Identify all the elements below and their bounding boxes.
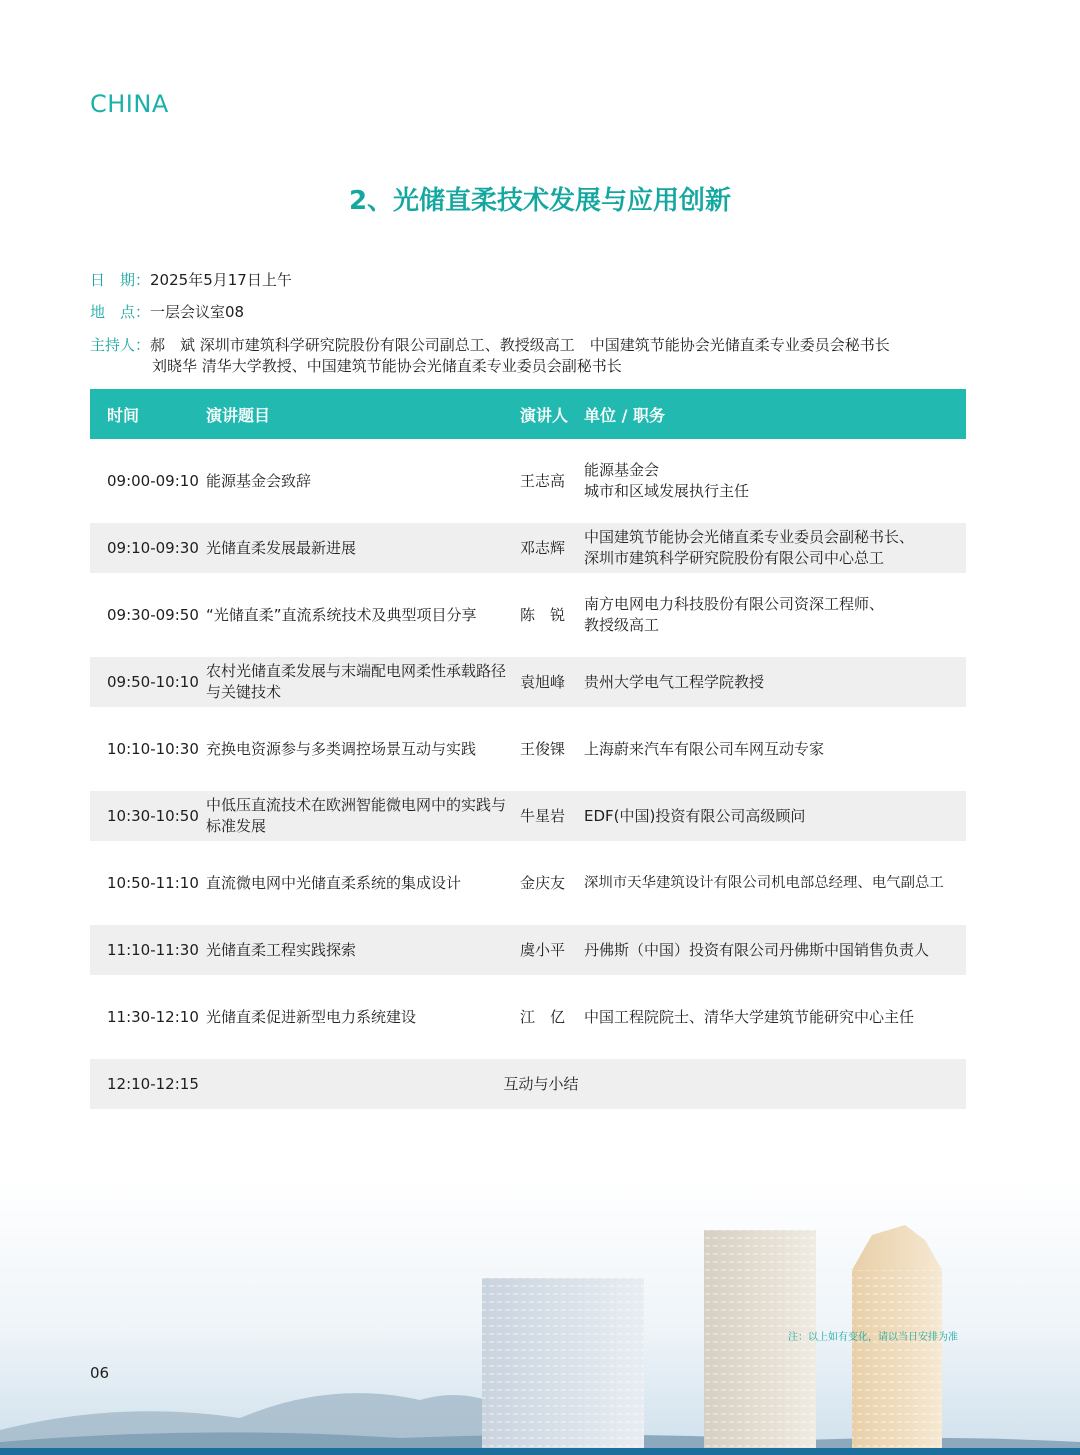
row-speaker: 王俊锞	[520, 739, 566, 758]
location-row	[90, 302, 244, 322]
date-label: 日 期：	[90, 271, 151, 289]
row-org-line: 中国建筑节能协会光储直柔专业委员会副秘书长、	[584, 528, 915, 546]
row-speaker: 虞小平	[520, 925, 584, 975]
footer-note: 注：以上如有变化，请以当日安排为准	[788, 1332, 958, 1343]
row-org	[584, 590, 966, 640]
row-org-line: 南方电网电力科技股份有限公司资深工程师、	[584, 595, 885, 613]
row-org: 深圳市天华建筑设计有限公司机电部总经理、电气副总工	[584, 874, 944, 891]
row-topic: 中低压直流技术在欧洲智能微电网中的实践与标准发展	[206, 791, 520, 841]
table-header-row	[90, 389, 966, 439]
row-topic: 光储直柔发展最新进展	[206, 523, 520, 573]
table-row	[90, 657, 966, 707]
location-value: 一层会议室08	[150, 303, 245, 321]
header-topic: 演讲题目	[206, 389, 520, 439]
row-org: EDF(中国)投资有限公司高级顾问	[584, 791, 966, 841]
brand-label: CHINA	[90, 90, 169, 118]
row-time: 09:50-10:10	[90, 657, 206, 707]
row-time: 09:30-09:50	[107, 605, 199, 624]
row-time: 09:10-09:30	[90, 523, 206, 573]
row-speaker: 王志高	[520, 471, 566, 490]
row-speaker: 邓志辉	[520, 523, 584, 573]
row-speaker: 江 亿	[520, 1007, 566, 1026]
row-org-line: 教授级高工	[584, 616, 660, 634]
row-time: 09:00-09:10	[107, 471, 199, 490]
table-row	[90, 925, 966, 975]
table-row	[90, 992, 966, 1042]
table-row	[90, 456, 966, 506]
row-org	[584, 523, 966, 573]
header-org: 单位 / 职务	[584, 389, 966, 439]
location-label: 地 点：	[90, 303, 151, 321]
row-org: 丹佛斯（中国）投资有限公司丹佛斯中国销售负责人	[584, 925, 966, 975]
table-row	[90, 858, 966, 908]
host-row	[90, 335, 890, 355]
table-row-summary	[90, 1059, 966, 1109]
table-row	[90, 523, 966, 573]
row-time: 10:30-10:50	[90, 791, 206, 841]
row-topic: 光储直柔促进新型电力系统建设	[206, 1007, 417, 1026]
row-topic: 直流微电网中光储直柔系统的集成设计	[206, 873, 462, 892]
row-topic: “光储直柔”直流系统技术及典型项目分享	[206, 605, 477, 624]
header-speaker: 演讲人	[520, 389, 584, 439]
row-org	[584, 456, 966, 506]
row-topic: 充换电资源参与多类调控场景互动与实践	[206, 739, 477, 758]
section-title: 2、光储直柔技术发展与应用创新	[348, 186, 732, 216]
date-value: 2025年5月17日上午	[150, 271, 292, 289]
host-line-2: 刘晓华 清华大学教授、中国建筑节能协会光储直柔专业委员会副秘书长	[152, 357, 622, 375]
row-time: 10:10-10:30	[107, 739, 199, 758]
host-label: 主持人：	[90, 336, 151, 354]
row-org: 贵州大学电气工程学院教授	[584, 657, 966, 707]
row-time: 12:10-12:15	[90, 1059, 206, 1109]
table-row	[90, 724, 966, 774]
row-topic: 农村光储直柔发展与末端配电网柔性承载路径与关键技术	[206, 657, 520, 707]
row-speaker: 袁旭峰	[520, 657, 584, 707]
date-row	[90, 270, 292, 290]
row-speaker: 陈 锐	[520, 605, 566, 624]
row-time: 11:10-11:30	[90, 925, 206, 975]
row-topic: 互动与小结	[206, 1059, 966, 1109]
host-line-1: 郝 斌 深圳市建筑科学研究院股份有限公司副总工、教授级高工 中国建筑节能协会光储直柔专业委员会秘书长	[150, 336, 890, 354]
row-org: 上海蔚来汽车有限公司车网互动专家	[584, 739, 825, 758]
row-topic: 光储直柔工程实践探索	[206, 925, 520, 975]
table-row	[90, 590, 966, 640]
table-row	[90, 791, 966, 841]
row-org-line: 深圳市建筑科学研究院股份有限公司中心总工	[584, 549, 885, 567]
schedule-table	[90, 389, 966, 1109]
page-number: 06	[90, 1364, 110, 1382]
row-org-line: 城市和区域发展执行主任	[584, 482, 750, 500]
header-time: 时间	[90, 389, 206, 439]
row-time: 11:30-12:10	[107, 1007, 199, 1026]
row-org: 中国工程院院士、清华大学建筑节能研究中心主任	[584, 1007, 915, 1026]
row-topic: 能源基金会致辞	[206, 471, 312, 490]
row-speaker: 牛星岩	[520, 791, 584, 841]
row-org-line: 能源基金会	[584, 461, 660, 479]
city-skyline-illustration	[0, 1180, 1080, 1455]
row-time: 10:50-11:10	[107, 873, 199, 892]
row-speaker: 金庆友	[520, 873, 566, 892]
